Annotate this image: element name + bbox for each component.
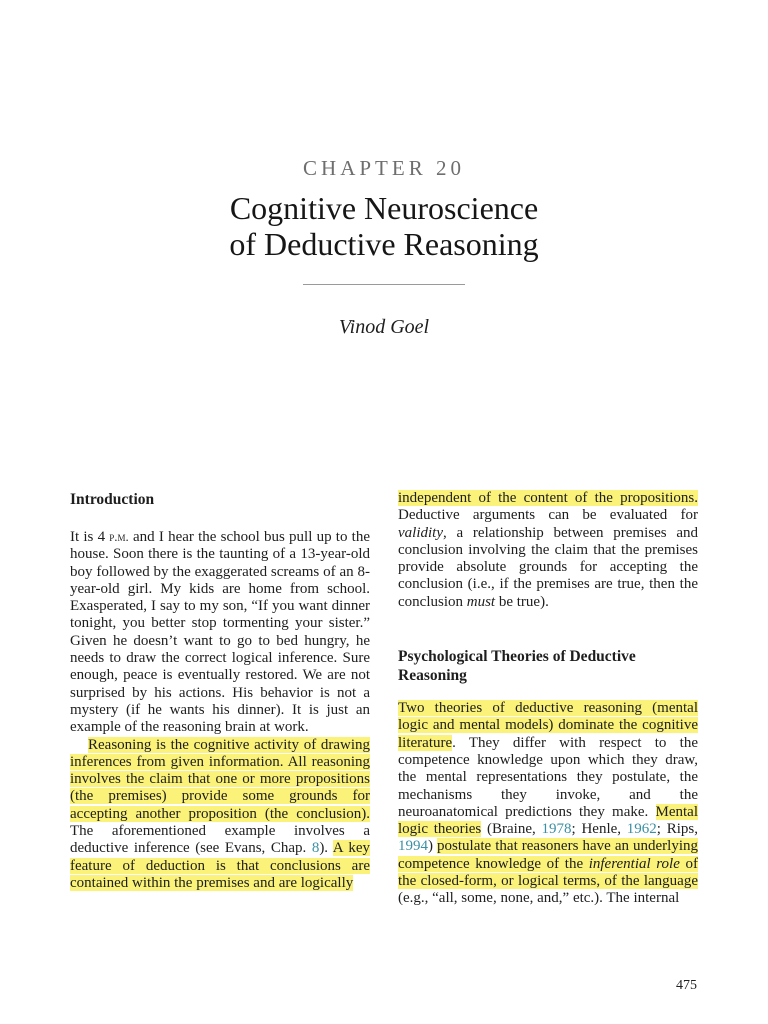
text-run: , a relationship between premises and conclusion involving the claim that the premises provide absolute grounds for accepting the conclusion (i.e., if the premises are true, then the conclusion	[398, 524, 698, 610]
highlighted-text: postulate that reasoners have an underlying competence knowledge of the	[398, 838, 699, 872]
text-run: ; Henle,	[571, 821, 627, 838]
right-column	[398, 490, 698, 908]
text-run: (Braine,	[481, 821, 542, 838]
text-run: (e.g., “all, some, none, and,” etc.). The internal	[398, 890, 680, 907]
paragraph-validity	[398, 490, 698, 611]
text-run: )	[428, 838, 438, 855]
paragraph-intro	[70, 528, 370, 737]
page-number: 475	[676, 978, 697, 993]
left-column	[70, 490, 370, 892]
text-run-small-caps: p.m.	[109, 529, 129, 544]
text-run: ; Rips,	[656, 821, 698, 838]
section-heading-psychological-theories: Psychological Theories of Deductive Reasoning	[398, 648, 636, 685]
highlighted-text: of the closed-form, or logical terms, of the language	[398, 855, 698, 890]
title-divider	[303, 284, 465, 285]
chapter-title-line-1: Cognitive Neuroscience	[229, 190, 539, 226]
text-run: ).	[319, 840, 333, 857]
text-run: . They differ with respect to the competence knowledge upon which they draw, the mental representations they postulate, the mechanisms they invoke, and the neuroanatomical predictions they make.	[398, 734, 698, 820]
text-run: be true).	[495, 593, 549, 610]
chapter-reference-link[interactable]: 8	[311, 840, 320, 857]
text-run-italic: must	[466, 593, 496, 610]
text-run-italic: validity	[398, 524, 443, 541]
citation-link-henle-1962[interactable]: 1962	[626, 821, 657, 838]
text-run: The aforementioned example involves a deductive inference (see Evans, Chap.	[70, 823, 370, 857]
text-run: Deductive arguments can be evaluated for	[398, 507, 698, 524]
highlighted-text: Two theories of deductive reasoning (mental logic and mental models) dominate the cognitive literature	[398, 700, 698, 751]
citation-link-rips-1994[interactable]: 1994	[398, 838, 428, 855]
highlighted-text: A key feature of deduction is that conclusions are contained within the premises and are logically	[70, 840, 370, 891]
paragraph-reasoning-definition	[70, 737, 370, 893]
text-run: and I hear the school bus pull up to the house. Soon there is the taunting of a 13-year-old boy followed by the exaggerated screams of an 8-year-old girl. My kids are home from school. Exasperated, I say to my son, “If you want dinner tonight, you better stop tormenting your sister.” Given he doesn’t want to go to bed hungry, he needs to draw the correct logical inference. Sure enough, peace is eventually restored. We are not surprised by his actions. His behavior is not a mystery (if he wants his dinner). It is just an example of the reasoning brain at work.	[70, 529, 370, 736]
highlighted-text: Mental logic theories	[398, 803, 698, 838]
highlighted-text: Reasoning is the cognitive activity of drawing inferences from given information. All reasoning involves the claim that one or more propositions (the premises) provide some grounds for accepting another proposition (the conclusion).	[70, 736, 370, 822]
paragraph-theories	[398, 700, 698, 908]
chapter-title	[0, 190, 768, 262]
chapter-title-line-2: of Deductive Reasoning	[229, 226, 539, 262]
highlighted-text-italic: inferential role	[588, 855, 680, 872]
text-run: It is 4	[70, 529, 110, 545]
author-name: Vinod Goel	[338, 316, 430, 338]
citation-link-braine-1978[interactable]: 1978	[541, 821, 572, 838]
chapter-label: CHAPTER 20	[303, 156, 465, 180]
highlighted-text: independent of the content of the propositions.	[398, 490, 698, 506]
section-heading-introduction: Introduction	[70, 491, 155, 508]
